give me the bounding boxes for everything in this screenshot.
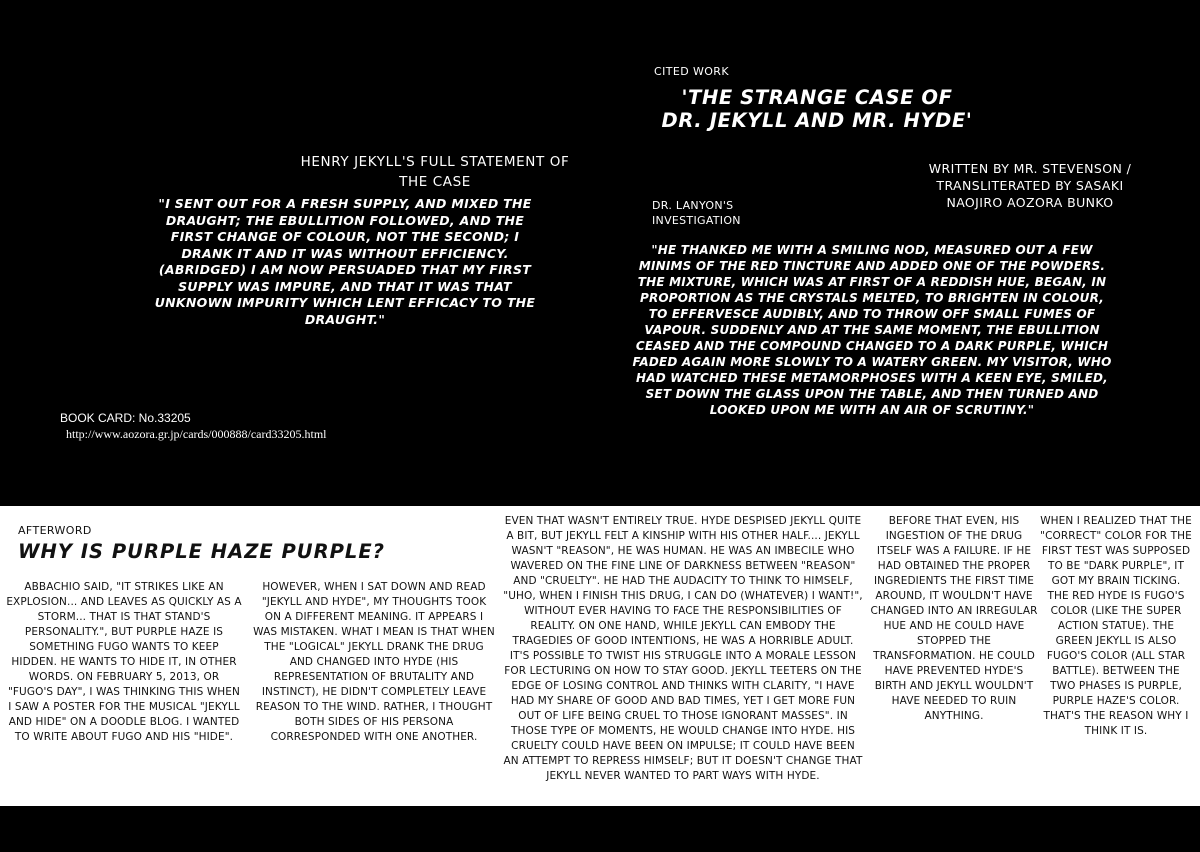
afterword-column-3: EVEN THAT WASN'T ENTIRELY TRUE. HYDE DESPISED JEKYLL QUITE A BIT, BUT JEKYLL FELT A KINSHIP WITH HIS OTHER HALF.... JEKYLL WASN'T "REASON", HE WAS HUMAN. HE WAS AN IMBECILE WHO WAVERED ON THE FINE LINE OF DARKNESS BETWEEN "REASON" AND "CRUELTY". HE HAD THE AUDACITY TO THINK TO HIMSELF, "UHO, WHEN I FINISH THIS DRUG, I CAN DO (WHATEVER) I WANT!", WITHOUT EVER HAVING TO FACE THE RESPONSIBILITIES OF REALITY. ON ONE HAND, WHILE JEKYLL CAN EMBODY THE TRAGEDIES OF GOOD INTENTIONS, HE WAS A HORRIBLE ADULT. IT'S POSSIBLE TO TWIST HIS STRUGGLE INTO A MORALE LESSON FOR LECTURING ON HOW TO STAY GOOD. JEKYLL TEETERS ON THE EDGE OF LOSING CONTROL AND THINKS WITH CLARITY, "I HAVE HAD MY SHARE OF GOOD AND BAD TIMES, YET I GET MORE FUN OUT OF LIFE BEING CRUEL TO THOSE IGNORANT MASSES". IN THOSE TYPE OF MOMENTS, HE WOULD CHANGE INTO HYDE. HIS CRUELTY COULD HAVE BEEN ON IMPULSE; IT COULD HAVE BEEN AN ATTEMPT TO REPRESS HIMSELF; BUT IT DOESN'T CHANGE THAT JEKYLL NEVER WANTED TO PART WAYS WITH HYDE. [503,515,863,782]
cited-work-label: CITED WORK [654,65,729,78]
jekyll-statement-heading: HENRY JEKYLL'S FULL STATEMENT OF THE CASE [300,154,570,190]
credit-line-1: WRITTEN BY MR. STEVENSON / [928,161,1132,176]
credit-line-2: TRANSLITERATED BY SASAKI [936,178,1124,193]
author-credit [895,160,1165,211]
afterword-column-1: ABBACHIO SAID, "IT STRIKES LIKE AN EXPLOSION... AND LEAVES AS QUICKLY AS A STORM... THAT IS THAT STAND'S PERSONALITY.", BUT PURPLE HAZE IS SOMETHING FUGO WANTS TO KEEP HIDDEN. HE WANTS TO HIDE IT, IN OTHER WORDS. ON FEBRUARY 5, 2013, OR "FUGO'S DAY", I WAS THINKING THIS WHEN I SAW A POSTER FOR THE MUSICAL "JEKYLL AND HIDE" ON A DOODLE BLOG. I WANTED TO WRITE ABOUT FUGO AND HIS "HIDE". [6,581,242,743]
afterword-column-5: WHEN I REALIZED THAT THE "CORRECT" COLOR FOR THE FIRST TEST WAS SUPPOSED TO BE "DARK PURPLE", IT GOT MY BRAIN TICKING. THE RED HYDE IS FUGO'S COLOR (LIKE THE SUPER ACTION STATUE). THE GREEN JEKYLL IS ALSO FUGO'S COLOR (ALL STAR BATTLE). BETWEEN THE TWO PHASES IS PURPLE, PURPLE HAZE'S COLOR. THAT'S THE REASON WHY I THINK IT IS. [1040,515,1192,737]
title-line-1: 'THE STRANGE CASE OF [681,86,953,109]
jekyll-statement-quote: "I SENT OUT FOR A FRESH SUPPLY, AND MIXED THE DRAUGHT; THE EBULLITION FOLLOWED, AND THE FIRST CHANGE OF COLOUR, NOT THE SECOND; I DRANK IT AND IT WAS WITHOUT EFFICIENCY. (ABRIDGED) I AM NOW PERSUADED THAT MY FIRST SUPPLY WAS IMPURE, AND THAT IT WAS THAT UNKNOWN IMPURITY WHICH LENT EFFICACY TO THE DRAUGHT." [154,196,536,327]
afterword-column-2: HOWEVER, WHEN I SAT DOWN AND READ "JEKYLL AND HYDE", MY THOUGHTS TOOK ON A DIFFERENT MEANING. IT APPEARS I WAS MISTAKEN. WHAT I MEAN IS THAT WHEN THE "LOGICAL" JEKYLL DRANK THE DRUG AND CHANGED INTO HYDE (HIS REPRESENTATION OF BRUTALITY AND INSTINCT), HE DIDN'T COMPLETELY LEAVE REASON TO THE WIND. RATHER, I THOUGHT BOTH SIDES OF HIS PERSONA CORRESPONDED WITH ONE ANOTHER. [253,581,495,743]
book-card-url: http://www.aozora.gr.jp/cards/000888/card33205.html [66,427,327,441]
afterword-title: WHY IS PURPLE HAZE PURPLE? [18,540,385,563]
afterword-column-4: BEFORE THAT EVEN, HIS INGESTION OF THE DRUG ITSELF WAS A FAILURE. IF HE HAD OBTAINED THE PROPER INGREDIENTS THE FIRST TIME AROUND, IT WOULDN'T HAVE CHANGED INTO AN IRREGULAR HUE AND HE COULD HAVE STOPPED THE TRANSFORMATION. HE COULD HAVE PREVENTED HYDE'S BIRTH AND JEKYLL WOULDN'T HAVE NEEDED TO RUIN ANYTHING. [870,515,1038,722]
cited-work-title [642,86,992,132]
lanyon-section-label: DR. LANYON'S INVESTIGATION [652,199,741,227]
credit-line-3: NAOJIRO AOZORA BUNKO [946,195,1114,210]
bottom-black-strip [0,806,1200,852]
book-card-number: BOOK CARD: No.33205 [60,411,191,425]
title-line-2: DR. JEKYLL AND MR. HYDE' [661,109,973,132]
lanyon-quote: "HE THANKED ME WITH A SMILING NOD, MEASURED OUT A FEW MINIMS OF THE RED TINCTURE AND ADDED ONE OF THE POWDERS. THE MIXTURE, WHICH WAS AT FIRST OF A REDDISH HUE, BEGAN, IN PROPORTION AS THE CRYSTALS MELTED, TO BRIGHTEN IN COLOUR, TO EFFERVESCE AUDIBLY, AND TO THROW OFF SMALL FUMES OF VAPOUR. SUDDENLY AND AT THE SAME MOMENT, THE EBULLITION CEASED AND THE COMPOUND CHANGED TO A DARK PURPLE, WHICH FADED AGAIN MORE SLOWLY TO A WATERY GREEN. MY VISITOR, WHO HAD WATCHED THESE METAMORPHOSES WITH A KEEN EYE, SMILED, SET DOWN THE GLASS UPON THE TABLE, AND THEN TURNED AND LOOKED UPON ME WITH AN AIR OF SCRUTINY." [632,243,1112,417]
afterword-label: AFTERWORD [18,524,92,537]
